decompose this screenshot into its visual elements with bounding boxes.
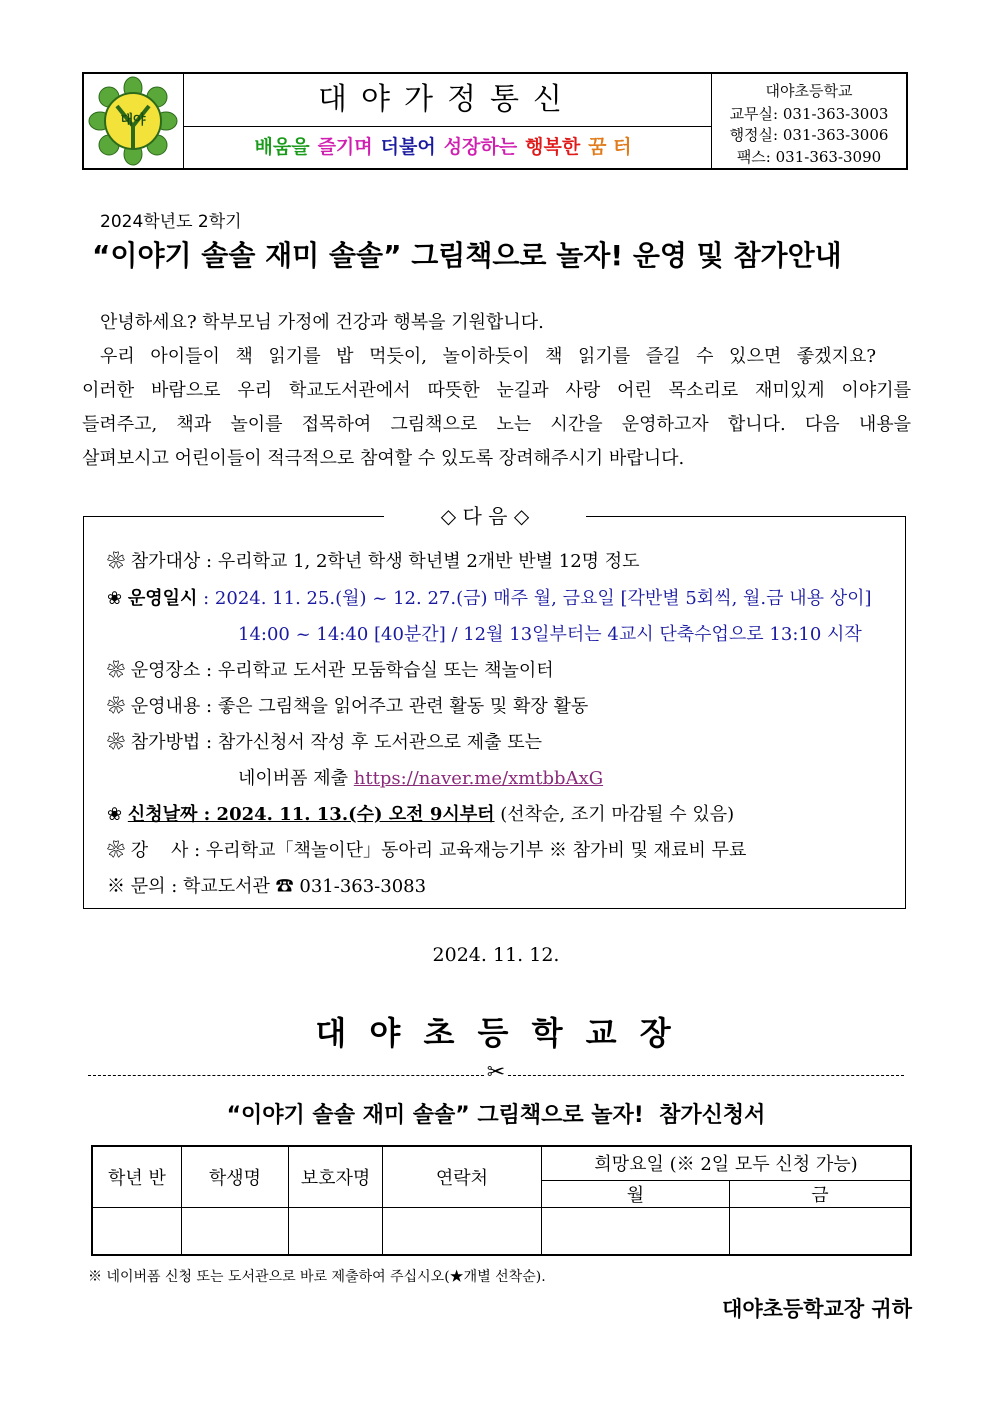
admin-phone: 행정실: 031-363-3006 [729, 126, 889, 144]
method-line1: 참가신청서 작성 후 도서관으로 제출 또는 [217, 732, 543, 753]
monday-field[interactable] [542, 1207, 730, 1255]
student-name-field[interactable] [182, 1207, 289, 1255]
target-value: 우리학교 1, 2학년 학생 학년별 2개반 반별 12명 정도 [217, 551, 640, 572]
flower-bullet-icon: ❀ [107, 696, 125, 717]
flower-bullet-icon: ❀ [107, 840, 125, 861]
body-line: 들려주고, 책과 놀이를 접목하여 그림책으로 노는 시간을 운영하고자 합니다. 다음 내용을 [82, 414, 911, 435]
scissors-icon: ✂ [486, 1060, 506, 1085]
apply-note: (선착순, 조기 마감될 수 있음) [494, 804, 735, 825]
header-friday: 금 [730, 1180, 912, 1207]
header-contact: 연락처 [383, 1146, 542, 1207]
schedule-item: ❀ 운영일시 : 2024. 11. 25.(월) ~ 12. 27.(금) 매주 월, 금요일 [각반별 5회씩, 월.금 내용 상이] [107, 588, 872, 609]
method-label: 참가방법 [130, 732, 201, 753]
greeting: 안녕하세요? 학부모님 가정에 건강과 행복을 기원합니다. [100, 312, 544, 333]
form-footnote: ※ 네이버폼 신청 또는 도서관으로 바로 제출하여 주십시오(★개별 선착순). [88, 1269, 546, 1285]
issue-date: 2024. 11. 12. [432, 944, 560, 966]
teacher-value: 우리학교「책놀이단」동아리 교육재능기부 ※ 참가비 및 재료비 무료 [205, 840, 747, 861]
content-value: 좋은 그림책을 읽어주고 관련 활동 및 확장 활동 [217, 696, 589, 717]
inquiry-line: ※ 문의 : 학교도서관 ☎ 031-363-3083 [107, 876, 427, 897]
content-label: 운영내용 [130, 696, 201, 717]
place-label: 운영장소 [130, 660, 201, 681]
principal-sign: 대 야 초 등 학 교 장 [315, 1014, 677, 1052]
newsletter-title: 대야가정통신 [183, 74, 711, 127]
place-item: ❀ 운영장소 : 우리학교 도서관 모둠학습실 또는 책놀이터 [107, 660, 554, 681]
cut-line [88, 1075, 484, 1076]
header-class: 학년 반 [92, 1146, 182, 1207]
flower-bullet-icon: ❀ [107, 551, 125, 572]
content-item: ❀ 운영내용 : 좋은 그림책을 읽어주고 관련 활동 및 확장 활동 [107, 696, 589, 717]
motto-word: 행복한 [525, 136, 581, 158]
fax-number: 팩스: 031-363-3090 [736, 148, 882, 166]
body-line: 우리 아이들이 책 읽기를 밥 먹듯이, 놀이하듯이 책 읽기를 즐길 수 있으면 좋겠지요? [100, 346, 876, 367]
addressee: 대야초등학교장 귀하 [722, 1296, 912, 1321]
apply-date: 신청날짜 : 2024. 11. 13.(수) 오전 9시부터 [127, 804, 495, 825]
school-contact [712, 74, 906, 168]
header-guardian: 보호자명 [289, 1146, 383, 1207]
flower-bullet-icon: ❀ [107, 660, 125, 681]
motto-word: 성장하는 [443, 136, 518, 158]
method-prefix: 네이버폼 제출 [238, 768, 354, 789]
flower-bullet-icon: ❀ [107, 732, 125, 753]
method-item: ❀ 참가방법 : 참가신청서 작성 후 도서관으로 제출 또는 [107, 732, 543, 753]
contact-field[interactable] [383, 1207, 542, 1255]
form-title: “이야기 솔솔 재미 솔솔” 그림책으로 놀자! 참가신청서 [226, 1103, 766, 1128]
target-item: ❀ 참가대상 : 우리학교 1, 2학년 학생 학년별 2개반 반별 12명 정도 [107, 551, 640, 572]
body-line: 살펴보시고 어린이들이 적극적으로 참여할 수 있도록 장려해주시기 바랍니다. [82, 448, 685, 469]
schedule-label: 운영일시 [127, 588, 198, 609]
schedule-line1: 2024. 11. 25.(월) ~ 12. 27.(금) 매주 월, 금요일 [각반별 5회씩, 월.금 내용 상이] [214, 588, 872, 609]
motto-word: 즐기며 [317, 136, 373, 158]
application-table [91, 1145, 912, 1256]
class-field[interactable] [92, 1207, 182, 1255]
header-monday: 월 [542, 1180, 730, 1207]
teacher-item: ❀ 강 사 : 우리학교「책놀이단」동아리 교육재능기부 ※ 참가비 및 재료비 무료 [107, 840, 747, 861]
friday-field[interactable] [730, 1207, 912, 1255]
flower-bullet-icon: ❀ [107, 804, 123, 825]
header-student: 학생명 [182, 1146, 289, 1207]
logo-text: 대야 [120, 113, 146, 128]
notice-heading: ◇ 다 음 ◇ [384, 503, 586, 529]
motto-word: 더불어 [380, 136, 436, 158]
motto-word: 배움을 [254, 136, 310, 158]
school-logo [84, 74, 184, 168]
target-label: 참가대상 [130, 551, 201, 572]
office-phone: 교무실: 031-363-3003 [729, 105, 889, 123]
newsletter-header [82, 72, 908, 170]
schedule-line2: 14:00 ~ 14:40 [40분간] / 12월 13일부터는 4교시 단축수업으로 13:10 시작 [238, 624, 862, 645]
naver-form-link[interactable]: https://naver.me/xmtbbAxG [353, 768, 604, 789]
header-days: 희망요일 (※ 2일 모두 신청 가능) [542, 1146, 912, 1180]
cut-line [508, 1075, 904, 1076]
motto-word: 꿈 터 [588, 136, 632, 158]
school-motto [183, 127, 711, 168]
teacher-label: 강 사 [130, 840, 189, 861]
body-line: 이러한 바람으로 우리 학교도서관에서 따뜻한 눈길과 사랑 어린 목소리로 재미있게 이야기를 [82, 380, 911, 401]
flower-bullet-icon: ❀ [107, 588, 123, 609]
document-title: “이야기 솔솔 재미 솔솔” 그림책으로 놀자! 운영 및 참가안내 [92, 239, 842, 272]
term-label: 2024학년도 2학기 [100, 212, 242, 232]
method-line2 [238, 764, 603, 790]
apply-item [107, 800, 734, 826]
place-value: 우리학교 도서관 모둠학습실 또는 책놀이터 [217, 660, 554, 681]
guardian-name-field[interactable] [289, 1207, 383, 1255]
school-name: 대야초등학교 [765, 82, 853, 100]
